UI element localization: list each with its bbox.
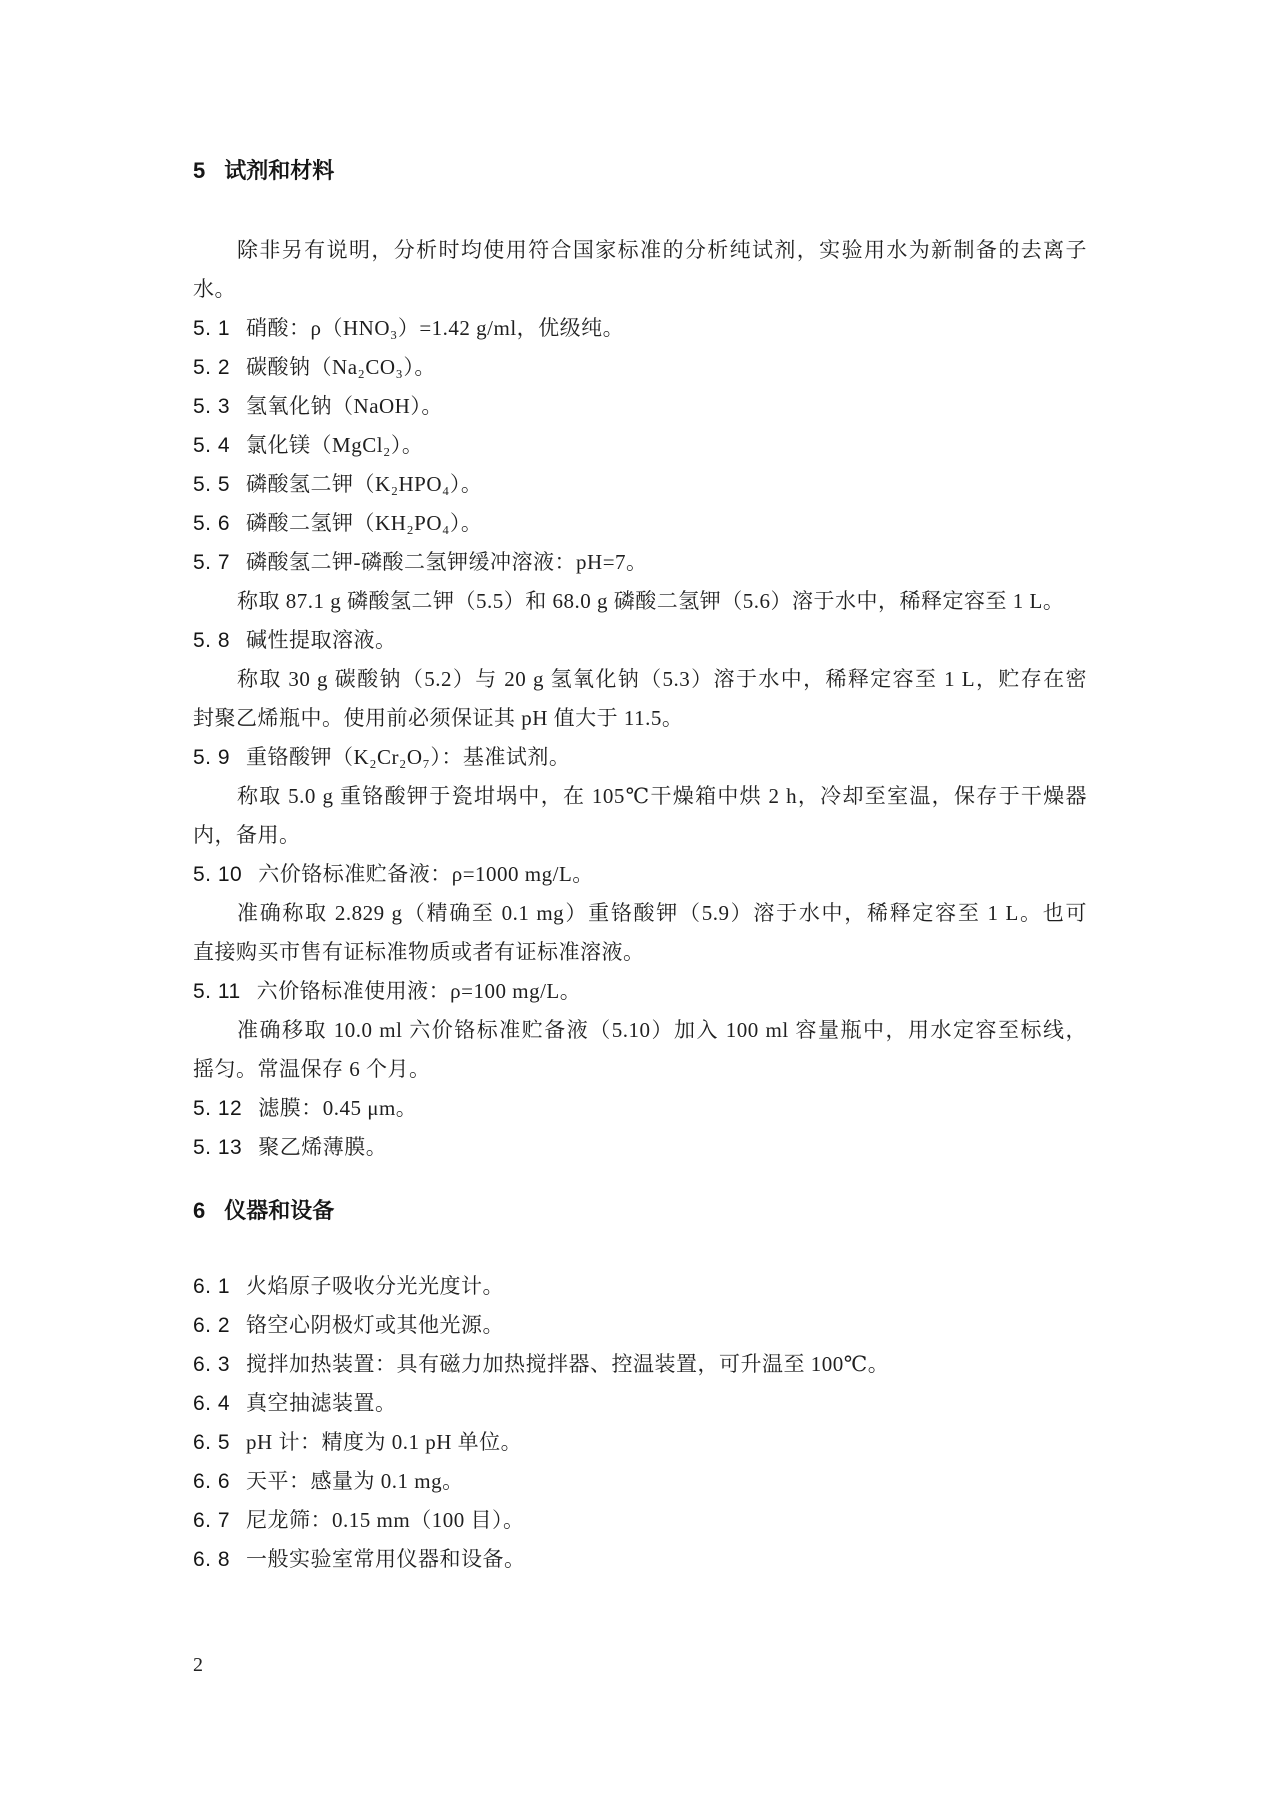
- clause-text: 尼龙筛：0.15 mm（100 目）。: [246, 1508, 525, 1532]
- paragraph-line: 称取 30 g 碳酸钠（5.2）与 20 g 氢氧化钠（5.3）溶于水中，稀释定容至 1 L，贮存在密: [237, 667, 1087, 691]
- clause-number: 5. 4: [193, 434, 231, 457]
- clause-text: 重铬酸钾（K₂Cr₂O₇）：基准试剂。: [246, 745, 571, 769]
- clause-number: 5. 5: [193, 473, 231, 496]
- page-number: 2: [193, 1654, 203, 1676]
- clause-number: 5. 3: [193, 395, 231, 418]
- clause-number: 5. 6: [193, 512, 231, 535]
- paragraph-line: 除非另有说明，分析时均使用符合国家标准的分析纯试剂，实验用水为新制备的去离子: [237, 238, 1087, 262]
- section-6-content: [193, 1267, 1087, 1579]
- clause-number: 5. 7: [193, 551, 231, 574]
- clause-item: [193, 1462, 1087, 1501]
- clause-text: 搅拌加热装置：具有磁力加热搅拌器、控温装置，可升温至 100℃。: [246, 1352, 890, 1376]
- clause-text: 铬空心阴极灯或其他光源。: [246, 1313, 505, 1337]
- section-6-heading: [193, 1196, 1187, 1226]
- clause-item: [193, 348, 1087, 387]
- clause-text: 磷酸二氢钾（KH₂PO₄）。: [246, 511, 483, 535]
- section-6-number: 6: [193, 1198, 206, 1223]
- clause-text: 一般实验室常用仪器和设备。: [246, 1547, 526, 1571]
- clause-item: [193, 1267, 1087, 1306]
- clause-number: 5. 11: [193, 980, 241, 1003]
- section-5-number: 5: [193, 158, 206, 183]
- section-5-content: [193, 231, 1087, 1167]
- clause-text: 磷酸氢二钾-磷酸二氢钾缓冲溶液：pH=7。: [246, 550, 648, 574]
- clause-item: [193, 1345, 1087, 1384]
- paragraph-line: 称取 5.0 g 重铬酸钾于瓷坩埚中，在 105℃干燥箱中烘 2 h，冷却至室温，保存于干燥器: [237, 784, 1087, 808]
- clause-text: 六价铬标准使用液：ρ=100 mg/L。: [256, 979, 582, 1003]
- clause-item: [193, 1306, 1087, 1345]
- clause-text: 聚乙烯薄膜。: [258, 1135, 388, 1159]
- clause-text: 氯化镁（MgCl₂）。: [246, 433, 424, 457]
- clause-item: [193, 1540, 1087, 1579]
- clause-text: 碱性提取溶液。: [246, 628, 397, 652]
- clause-number: 6. 5: [193, 1431, 231, 1454]
- section-6-title: 仪器和设备: [224, 1198, 335, 1223]
- clause-number: 5. 10: [193, 863, 243, 886]
- clause-number: 5. 2: [193, 356, 231, 379]
- clause-text: 碳酸钠（Na₂CO₃）。: [246, 355, 436, 379]
- clause-number: 5. 8: [193, 629, 231, 652]
- clause-item: [193, 1128, 1087, 1167]
- clause-number: 5. 12: [193, 1097, 243, 1120]
- clause-item: [193, 621, 1087, 660]
- section-5-heading: [193, 156, 1187, 186]
- paragraph-line: 封聚乙烯瓶中。使用前必须保证其 pH 值大于 11.5。: [193, 706, 684, 730]
- clause-number: 6. 4: [193, 1392, 231, 1415]
- clause-number: 6. 3: [193, 1353, 231, 1376]
- paragraph-line: 直接购买市售有证标准物质或者有证标准溶液。: [193, 940, 645, 964]
- section-5-title: 试剂和材料: [224, 158, 335, 183]
- clause-item: [193, 1089, 1087, 1128]
- paragraph-line: 水。: [193, 277, 236, 301]
- clause-item: [193, 738, 1087, 777]
- paragraph-line: 准确称取 2.829 g（精确至 0.1 mg）重铬酸钾（5.9）溶于水中，稀释定容至 1 L。也可: [237, 901, 1087, 925]
- clause-item: [193, 543, 1087, 582]
- clause-number: 6. 2: [193, 1314, 231, 1337]
- paragraph-line: 准确移取 10.0 ml 六价铬标准贮备液（5.10）加入 100 ml 容量瓶中，用水定容至标线，: [237, 1018, 1087, 1042]
- clause-text: 硝酸：ρ（HNO₃）=1.42 g/ml，优级纯。: [246, 316, 625, 340]
- clause-item: [193, 309, 1087, 348]
- clause-text: pH 计：精度为 0.1 pH 单位。: [246, 1430, 523, 1454]
- clause-item: [193, 465, 1087, 504]
- clause-text: 真空抽滤装置。: [246, 1391, 397, 1415]
- clause-text: 天平：感量为 0.1 mg。: [246, 1469, 464, 1493]
- paragraph-line: 称取 87.1 g 磷酸氢二钾（5.5）和 68.0 g 磷酸二氢钾（5.6）溶于水中，稀释定容至 1 L。: [237, 589, 1065, 613]
- paragraph-line: 内，备用。: [193, 823, 301, 847]
- clause-number: 5. 13: [193, 1136, 243, 1159]
- clause-item: [193, 504, 1087, 543]
- clause-item: [193, 1423, 1087, 1462]
- clause-number: 6. 7: [193, 1509, 231, 1532]
- clause-text: 氢氧化钠（NaOH）。: [246, 394, 443, 418]
- clause-text: 火焰原子吸收分光光度计。: [246, 1274, 505, 1298]
- clause-number: 5. 1: [193, 317, 231, 340]
- clause-item: [193, 855, 1087, 894]
- clause-text: 六价铬标准贮备液：ρ=1000 mg/L。: [258, 862, 594, 886]
- clause-number: 6. 6: [193, 1470, 231, 1493]
- clause-number: 5. 9: [193, 746, 231, 769]
- clause-item: [193, 1384, 1087, 1423]
- clause-item: [193, 426, 1087, 465]
- clause-text: 磷酸氢二钾（K₂HPO₄）。: [246, 472, 483, 496]
- clause-number: 6. 8: [193, 1548, 231, 1571]
- paragraph-line: 摇匀。常温保存 6 个月。: [193, 1057, 431, 1081]
- clause-item: [193, 387, 1087, 426]
- clause-item: [193, 972, 1087, 1011]
- clause-text: 滤膜：0.45 μm。: [258, 1096, 418, 1120]
- clause-item: [193, 1501, 1087, 1540]
- clause-number: 6. 1: [193, 1275, 231, 1298]
